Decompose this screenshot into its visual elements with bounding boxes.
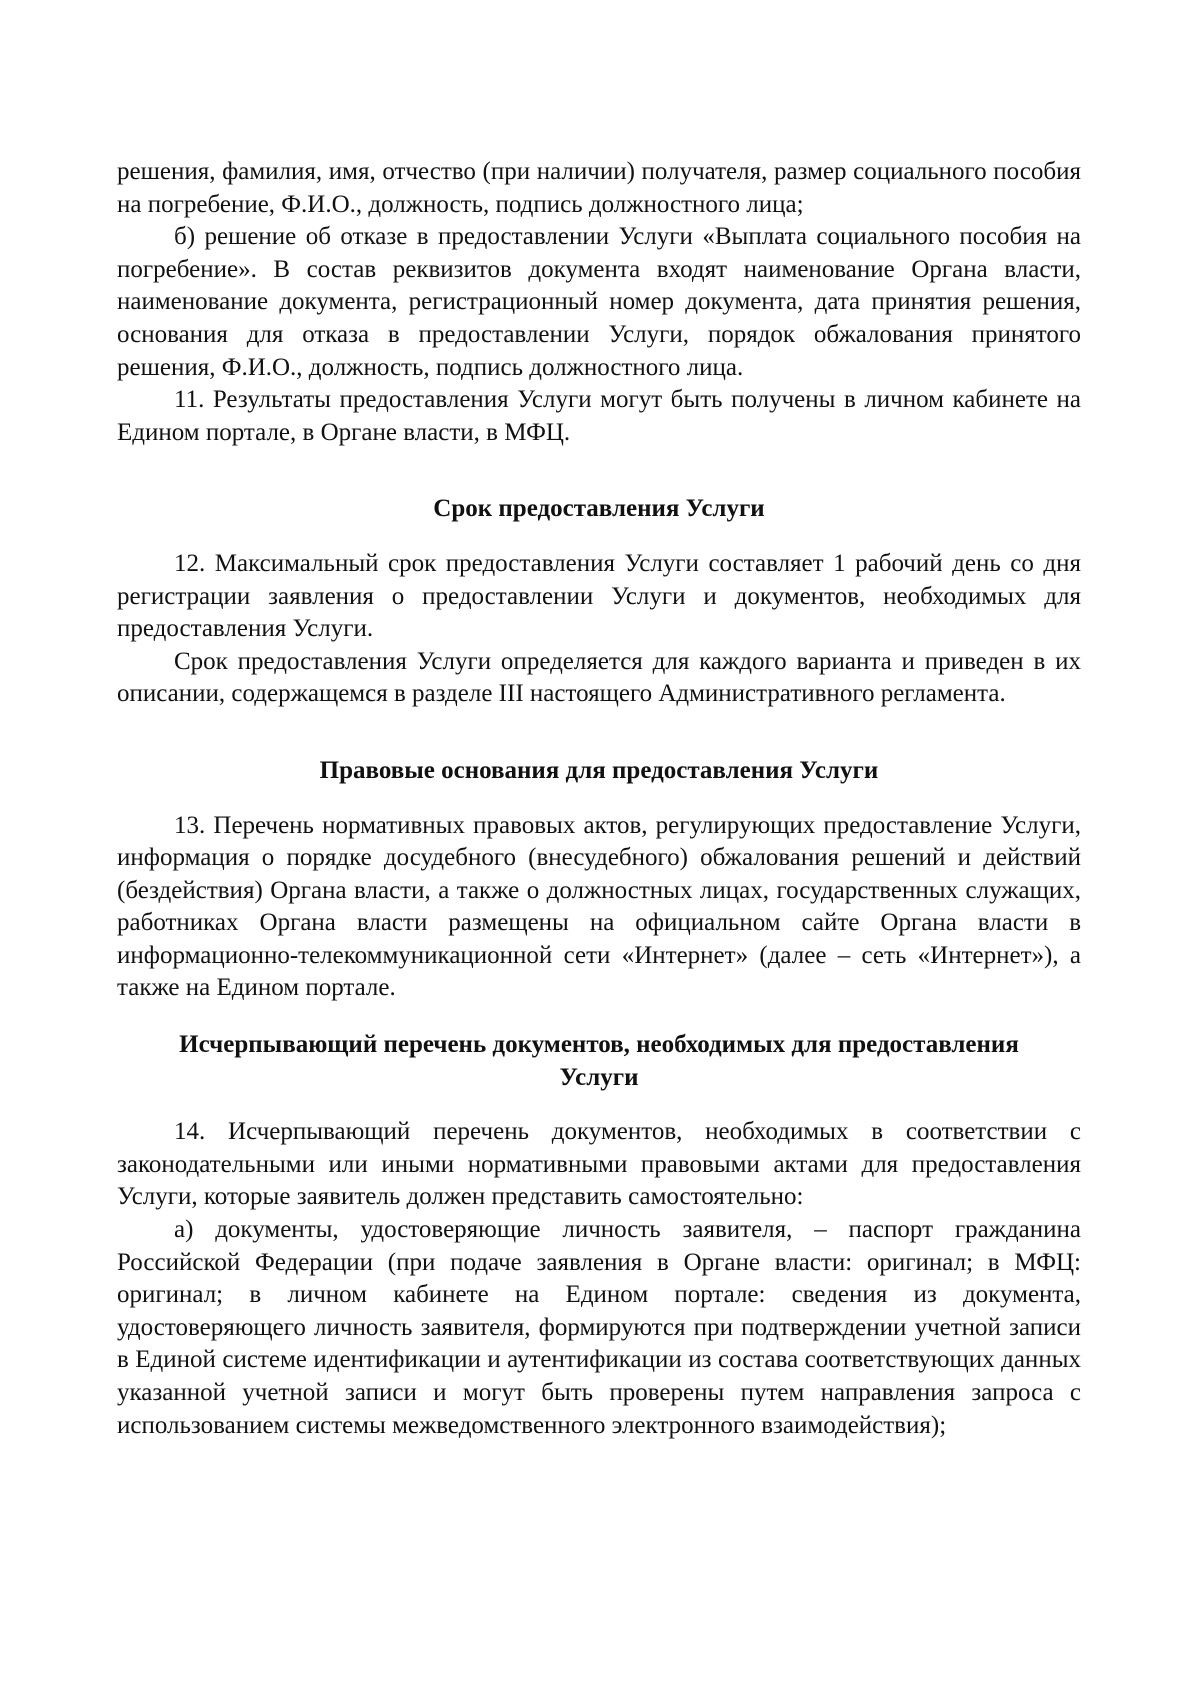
spacer	[117, 449, 1081, 493]
spacer	[117, 1094, 1081, 1116]
paragraph-11: 11. Результаты предоставления Услуги могут быть получены в личном кабинете на Едином портале, в Органе власти, в МФЦ.	[117, 386, 1081, 446]
spacer	[117, 1005, 1081, 1029]
paragraph-12: 12. Максимальный срок предоставления Услуги составляет 1 рабочий день со дня регистрации заявления о предоставлении Услуги и документов, необходимых для предоставления Услуги.	[117, 549, 1081, 643]
paragraph-term-variants: Срок предоставления Услуги определяется для каждого варианта и приведен в их описании, содержащемся в разделе III настоящего Административного регламента.	[117, 647, 1081, 708]
spacer	[117, 526, 1081, 548]
section-heading-legal-basis: Правовые основания для предоставления Услуги	[319, 756, 879, 784]
spacer	[117, 788, 1081, 810]
section-heading-documents-line2: Услуги	[559, 1063, 639, 1091]
paragraph-continuation: решения, фамилия, имя, отчество (при наличии) получателя, размер социального пособия на погребение, Ф.И.О., должность, подпись должностного лица;	[117, 158, 1081, 218]
paragraph-14: 14. Исчерпывающий перечень документов, необходимых в соответствии с законодательными или иными нормативными правовыми актами для предоставления Услуги, которые заявитель должен представить самостоятельно:	[117, 1118, 1081, 1211]
spacer	[117, 711, 1081, 755]
document-body	[117, 156, 1081, 1442]
paragraph-item-b: б) решение об отказе в предоставлении Услуги «Выплата социального пособия на погребение». В состав реквизитов документа входят наименование Органа власти, наименование документа, регистрационный номер документа, дата принятия решения, основания для отказа в предоставлении Услуги, порядок обжалования принятого решения, Ф.И.О., должность, подпись должностного лица.	[117, 223, 1081, 381]
paragraph-item-a: а) документы, удостоверяющие личность заявителя, – паспорт гражданина Российской Федерации (при подаче заявления в Органе власти: оригинал; в МФЦ: оригинал; в личном кабинете на Едином портале: сведения из документа, удостоверяющего личность заявителя, формируются при подтверждении учетной записи в Единой системе идентификации и аутентификации из состава соответствующих данных указанной учетной записи и могут быть проверены путем направления запроса с использованием системы межведомственного электронного взаимодействия);	[117, 1216, 1081, 1439]
section-heading-documents-line1: Исчерпывающий перечень документов, необходимых для предоставления	[179, 1031, 1019, 1059]
paragraph-13: 13. Перечень нормативных правовых актов, регулирующих предоставление Услуги, информация о порядке досудебного (внесудебного) обжалования решений и действий (бездействия) Органа власти, а также о должностных лицах, государственных служащих, работниках Органа власти размещены на официальном сайте Органа власти в информационно-телекоммуникационной сети «Интернет» (далее – сеть «Интернет»), а также на Едином портале.	[117, 811, 1081, 1002]
section-heading-term: Срок предоставления Услуги	[433, 495, 765, 523]
